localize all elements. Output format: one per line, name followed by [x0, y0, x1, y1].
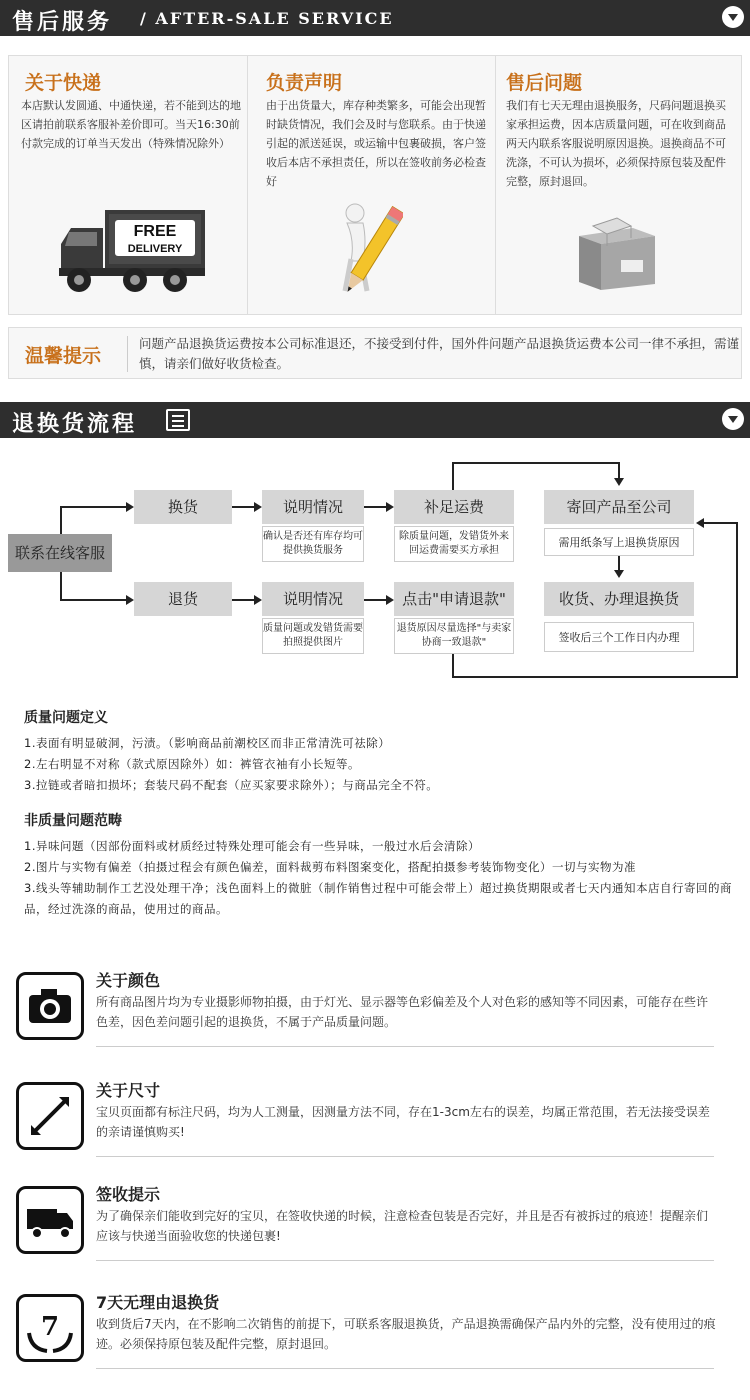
quality-definitions: [24, 707, 744, 920]
connector: [452, 654, 454, 678]
section-header-after-sale: [0, 0, 750, 36]
notice-text: 收到货后7天内，在不影响二次销售的前提下，可联系客服退换货，产品退换需确保产品内外的完整，没有使用过的痕迹。必须保持原包装及配件完整，原封退回。: [96, 1317, 716, 1351]
express-text: 本店默认发圆通、中通快递，若不能到达的地区请拍前联系客服补差价即可。当天16:30前付款完成的订单当天发出（特殊情况除外）: [21, 99, 241, 150]
divider: [127, 336, 128, 372]
express-title: 关于快递: [25, 72, 102, 94]
connector: [60, 506, 128, 508]
truck-icon: [16, 1186, 84, 1254]
section-title: 退换货流程: [12, 411, 138, 437]
after-sale-text: 我们有七天无理由退换服务，尺码问题退换买家承担运费，因本店质量问题，可在收到商品两天内联系客服说明原因退换。退换商品不可洗涤，不可认为损坏，必须保持原包装及配件完整，原封退回。: [506, 99, 726, 188]
section-title: 售后服务: [12, 9, 113, 35]
svg-text:7: 7: [40, 1312, 60, 1342]
non-quality-item: 1.异味问题（因部份面料或材质经过特殊处理可能会有一些异味，一般过水后会清除）: [24, 839, 480, 853]
service-info-panel: [8, 55, 742, 315]
connector: [60, 506, 62, 534]
disclaimer-text: 由于出货量大，库存种类繁多，可能会出现暂时缺货情况，我们会及时与您联系。由于快递引起的派送延误，或运输中包裹破损，客户签收后本店不承担责任，所以在签收前务必检查好: [266, 99, 486, 188]
quality-item: 2.左右明显不对称（款式原因除外）如：裤管衣袖有小长短等。: [24, 757, 360, 771]
notice-seven-day: [16, 1290, 716, 1390]
seven-day-icon: [16, 1294, 84, 1362]
measure-icon: [16, 1082, 84, 1150]
document-icon: [166, 409, 190, 431]
divider: [96, 1156, 714, 1157]
flow-apply-refund-note: 退货原因尽量选择"与卖家协商一致退款": [394, 618, 514, 654]
connector: [618, 462, 620, 478]
flow-receive-note: 签收后三个工作日内办理: [544, 622, 694, 652]
warm-tip-title: 温馨提示: [25, 345, 102, 367]
divider: [96, 1260, 714, 1261]
flow-exchange-box: 换货: [134, 490, 232, 524]
flow-receive-box: 收货、办理退换货: [544, 582, 694, 616]
notice-title: 关于颜色: [96, 971, 161, 990]
arrow-right-icon: [254, 595, 262, 605]
flow-freight-note: 除质量问题，发错货外来回运费需要买方承担: [394, 526, 514, 562]
arrow-right-icon: [126, 502, 134, 512]
connector: [60, 572, 62, 600]
express-column: [9, 56, 247, 314]
non-quality-item: 3.线头等辅助制作工艺没处理干净；浅色面料上的微脏（制作销售过程中可能会带上）超过换货期限或者七天内通知本店自行寄回的商品，经过洗涤的商品，使用过的商品。: [24, 881, 732, 916]
connector: [618, 556, 620, 570]
arrow-right-icon: [386, 595, 394, 605]
connector: [736, 522, 738, 678]
connector: [452, 462, 454, 490]
notice-title: 签收提示: [96, 1185, 161, 1204]
flow-explain-box: 说明情况: [262, 490, 364, 524]
notice-title: 7天无理由退换货: [96, 1293, 220, 1312]
warm-tip-panel: [8, 327, 742, 379]
camera-icon: [16, 972, 84, 1040]
flow-explain-box: 说明情况: [262, 582, 364, 616]
divider: [96, 1368, 714, 1369]
arrow-right-icon: [386, 502, 394, 512]
chevron-down-icon: [722, 408, 744, 430]
notice-title: 关于尺寸: [96, 1081, 161, 1100]
notice-color: [16, 968, 716, 1068]
after-sale-title: 售后问题: [506, 72, 583, 94]
connector: [232, 506, 254, 508]
connector: [232, 599, 254, 601]
flow-ship-back-box: 寄回产品至公司: [544, 490, 694, 524]
connector: [60, 599, 128, 601]
arrow-right-icon: [254, 502, 262, 512]
warm-tip-text: 问题产品退换货运费按本公司标准退还，不接受到付件，国外件问题产品退换货运费本公司一律不承担，需谨慎，请亲们做好收货检查。: [139, 336, 740, 371]
chevron-down-icon: [722, 6, 744, 28]
section-subtitle: / AFTER-SALE SERVICE: [140, 9, 394, 28]
notice-receipt: [16, 1182, 716, 1282]
flow-start-box: 联系在线客服: [8, 534, 112, 572]
disclaimer-column: [247, 56, 495, 314]
notice-text: 所有商品图片均为专业摄影师物拍摄，由于灯光、显示器等色彩偏差及个人对色彩的感知等不同因素，可能存在些许色差，因色差问题引起的退换货，不属于产品质量问题。: [96, 995, 709, 1029]
notice-text: 宝贝页面都有标注尺码，均为人工测量，因测量方法不同，存在1-3cm左右的误差，均属正常范围，若无法接受误差的亲请谨慎购买!: [96, 1105, 710, 1139]
notice-text: 为了确保亲们能收到完好的宝贝，在签收快递的时候，注意检查包装是否完好，并且是否有被拆过的痕迹！提醒亲们应该与快递当面验收您的快递包裹!: [96, 1209, 709, 1243]
flow-freight-box: 补足运费: [394, 490, 514, 524]
flow-ship-back-note: 需用纸条写上退换货原因: [544, 528, 694, 556]
flow-apply-refund-box: 点击"申请退款": [394, 582, 514, 616]
after-sale-column: [495, 56, 741, 314]
section-header-return-flow: [0, 402, 750, 438]
pencil-man-icon: [333, 201, 403, 311]
arrow-down-icon: [614, 570, 624, 578]
connector: [452, 462, 620, 464]
package-box-icon: [571, 206, 661, 296]
connector: [452, 676, 738, 678]
non-quality-item: 2.图片与实物有偏差（拍摄过程会有颜色偏差，面料裁剪布料图案变化，搭配拍摄参考装饰物变化）一切与实物为准: [24, 860, 636, 874]
truck-sign-line2: DELIVERY: [127, 243, 183, 255]
free-delivery-truck-icon: [57, 206, 207, 296]
notice-size: [16, 1078, 716, 1178]
quality-item: 1.表面有明显破洞，污渍。（影响商品前潮校区而非正常清洗可祛除）: [24, 736, 391, 750]
divider: [96, 1046, 714, 1047]
disclaimer-title: 负责声明: [266, 72, 343, 94]
non-quality-title: 非质量问题范畴: [24, 813, 122, 829]
connector: [364, 599, 386, 601]
arrow-left-icon: [696, 518, 704, 528]
connector: [702, 522, 738, 524]
connector: [364, 506, 386, 508]
flow-explain-note: 质量问题或发错货需要拍照提供图片: [262, 618, 364, 654]
flow-return-box: 退货: [134, 582, 232, 616]
quality-title: 质量问题定义: [24, 710, 108, 726]
arrow-right-icon: [126, 595, 134, 605]
truck-sign-line1: FREE: [133, 223, 177, 240]
quality-item: 3.拉链或者暗扣损坏；套装尺码不配套（应买家要求除外）；与商品完全不符。: [24, 778, 439, 792]
return-flow-diagram: [0, 450, 750, 690]
arrow-down-icon: [614, 478, 624, 486]
flow-explain-note: 确认是否还有库存均可提供换货服务: [262, 526, 364, 562]
